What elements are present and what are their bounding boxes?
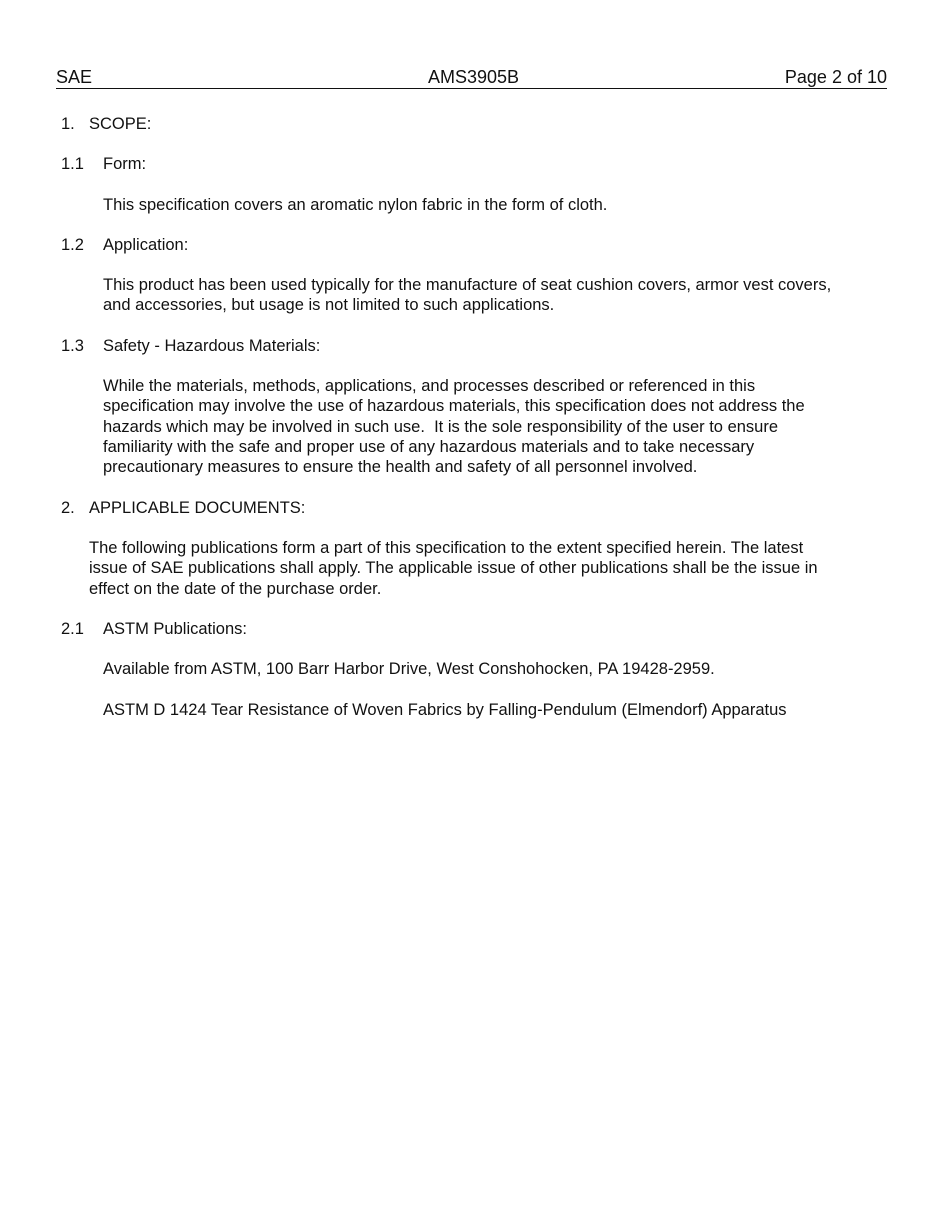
section-number: 2.1 (61, 620, 84, 638)
paragraph-line: effect on the date of the purchase order. (89, 579, 382, 598)
section-1-2-body (103, 275, 863, 316)
section-number: 1.3 (61, 337, 84, 355)
paragraph-line: and accessories, but usage is not limited to such applications. (103, 296, 555, 315)
section-number: 1. (61, 115, 75, 133)
paragraph-line: precautionary measures to ensure the health and safety of all personnel involved. (103, 458, 698, 477)
section-number: 1.1 (61, 155, 84, 173)
section-1-heading (61, 114, 152, 134)
section-1-1-heading (61, 154, 147, 174)
section-title: Application: (103, 236, 189, 254)
section-title: APPLICABLE DOCUMENTS: (89, 499, 306, 517)
section-1-1-body: This specification covers an aromatic nylon fabric in the form of cloth. (103, 196, 608, 214)
paragraph-line: familiarity with the safe and proper use of any hazardous materials and to take necessary (103, 437, 755, 456)
header-organization: SAE (56, 67, 93, 87)
header-page-number: Page 2 of 10 (784, 67, 887, 87)
section-title: Safety - Hazardous Materials: (103, 337, 321, 355)
section-1-2-heading (61, 235, 189, 255)
paragraph-line: specification may involve the use of hazardous materials, this specification does not address the (103, 397, 805, 416)
section-title: SCOPE: (89, 115, 152, 133)
paragraph-line: While the materials, methods, applications, and processes described or referenced in this (103, 377, 756, 395)
section-2-1-reference: ASTM D 1424 Tear Resistance of Woven Fabrics by Falling-Pendulum (Elmendorf) Apparatus (103, 701, 787, 719)
section-number: 2. (61, 499, 75, 517)
section-2-heading (61, 498, 306, 518)
page-header (56, 66, 887, 89)
section-2-1-heading (61, 619, 247, 639)
section-1-3-heading (61, 336, 321, 356)
paragraph-line: This product has been used typically for the manufacture of seat cushion covers, armor vest covers, (103, 276, 832, 294)
section-2-body (89, 538, 869, 599)
paragraph-line: The following publications form a part of this specification to the extent specified herein. The latest (89, 539, 804, 557)
paragraph-line: issue of SAE publications shall apply. The applicable issue of other publications shall be the issue in (89, 559, 818, 578)
section-2-1-availability: Available from ASTM, 100 Barr Harbor Drive, West Conshohocken, PA 19428-2959. (103, 660, 715, 678)
section-number: 1.2 (61, 236, 84, 254)
section-title: ASTM Publications: (103, 620, 247, 638)
paragraph-line: hazards which may be involved in such use. It is the sole responsibility of the user to ensure (103, 417, 779, 436)
section-title: Form: (103, 155, 147, 173)
header-document-number: AMS3905B (428, 67, 520, 87)
section-1-3-body (103, 376, 863, 477)
